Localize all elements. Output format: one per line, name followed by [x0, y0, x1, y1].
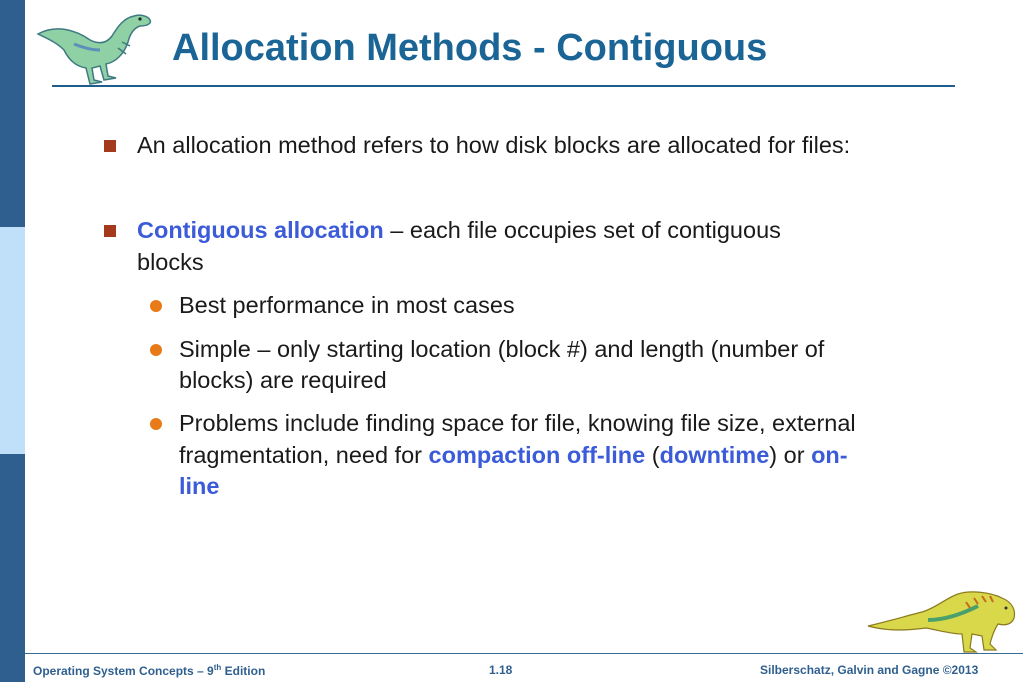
sidebar-segment-middle	[0, 227, 25, 454]
slide-title: Allocation Methods - Contiguous	[172, 27, 768, 69]
footer-superscript: th	[213, 663, 222, 672]
dot-bullet-icon	[150, 418, 162, 430]
slide-number: 1.18	[489, 663, 513, 677]
sub-bullet-problems-line2	[179, 439, 848, 471]
term-on-line: on-	[811, 442, 848, 468]
sidebar-stripe	[0, 0, 25, 682]
dot-bullet-icon	[150, 344, 162, 356]
dinosaur-logo-icon	[34, 6, 158, 86]
sidebar-segment-bottom	[0, 454, 25, 682]
bullet-contiguous-desc: – each file occupies set of contiguous	[383, 217, 781, 243]
term-downtime: downtime	[659, 442, 770, 468]
bullet-contiguous-line2: blocks	[137, 249, 204, 275]
footer-authors: Silberschatz, Galvin and Gagne ©2013	[760, 663, 979, 677]
sub-bullet-simple-line2: blocks) are required	[179, 367, 387, 393]
sub-bullet-performance: Best performance in most cases	[179, 292, 515, 318]
title-underline	[52, 85, 955, 87]
footer-book-title	[33, 663, 265, 678]
footer-text: Edition	[221, 664, 266, 678]
bullet-contiguous-line1	[137, 214, 781, 246]
square-bullet-icon	[104, 225, 116, 237]
sub-bullet-simple-line1: Simple – only starting location (block #) and length (number of	[179, 336, 825, 362]
sub-bullet-problems-line1: Problems include finding space for file, knowing file size, external	[179, 410, 856, 436]
footer-text: Operating System Concepts – 9	[33, 664, 214, 678]
term-compaction-off-line: compaction off-line	[428, 442, 646, 468]
term-contiguous-allocation: Contiguous allocation	[137, 217, 384, 243]
text-fragment: ) or	[769, 442, 812, 468]
text-fragment: (	[645, 442, 660, 468]
bullet-allocation-method: An allocation method refers to how disk blocks are allocated for files:	[137, 132, 851, 158]
sub-bullet-problems-line3: line	[179, 473, 220, 499]
footer-rule	[25, 653, 1023, 654]
square-bullet-icon	[104, 140, 116, 152]
dot-bullet-icon	[150, 300, 162, 312]
sidebar-segment-top	[0, 0, 25, 227]
dinosaur-footer-icon	[866, 586, 1018, 654]
text-fragment: fragmentation, need for	[179, 442, 429, 468]
